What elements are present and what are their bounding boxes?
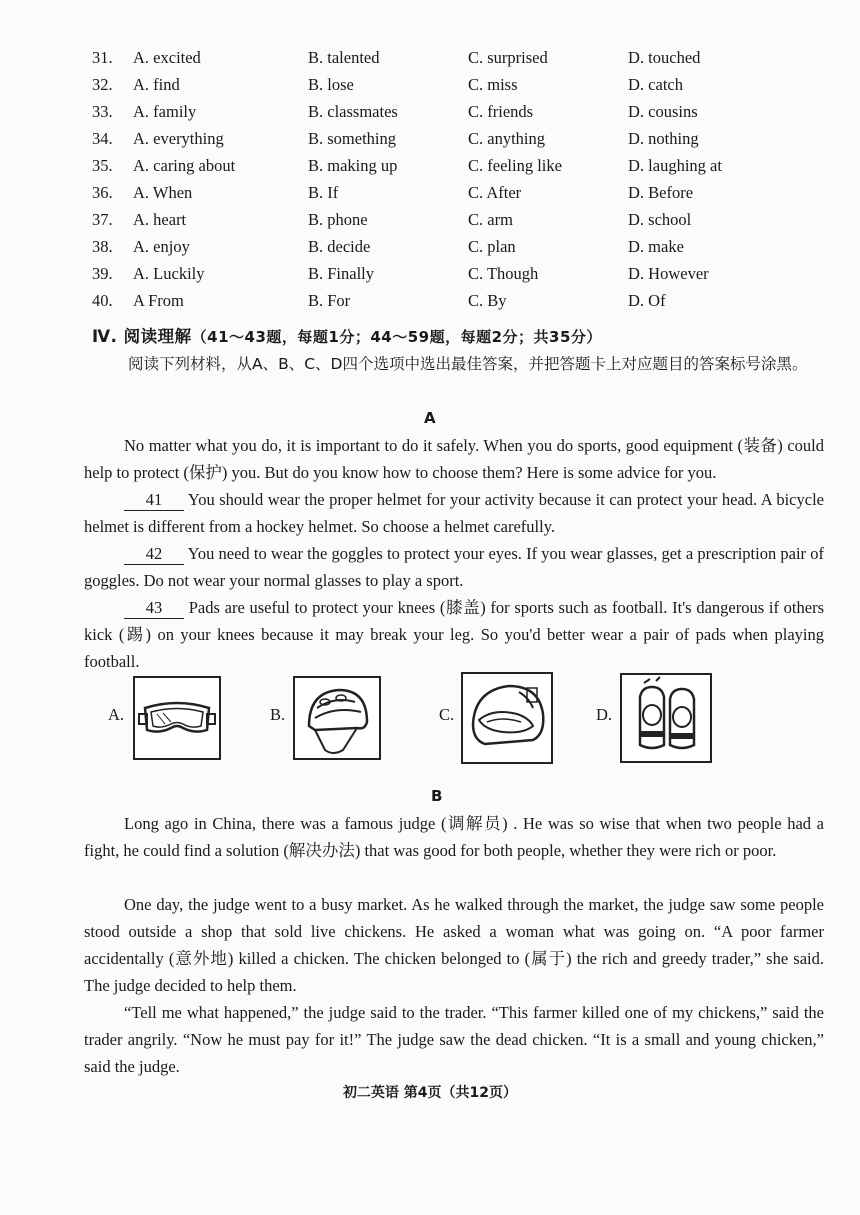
option-row (0, 102, 860, 129)
option-c: C. By (468, 291, 507, 310)
option-a: A. everything (133, 129, 224, 148)
option-a: A. excited (133, 48, 201, 67)
option-c: C. friends (468, 102, 534, 121)
hockey-helmet-icon[interactable] (461, 672, 553, 764)
option-b: B. phone (308, 210, 368, 229)
option-d: D. laughing at (628, 156, 722, 175)
option-row (0, 75, 860, 102)
option-d: D. touched (628, 48, 701, 67)
option-c: C. arm (468, 210, 513, 229)
passage-b-paragraph: One day, the judge went to a busy market. As he walked through the market, the judge saw some people stood outside a shop that sold live chickens. He asked a woman what was going on. “A poor farmer accidentally (意外地) killed a chicken. The chicken belonged to (属于) the rich and greedy trader,” she said. The judge decided to help them. (84, 895, 824, 995)
question-number: 32. (92, 75, 113, 94)
option-row (0, 156, 860, 183)
option-b: B. For (308, 291, 351, 310)
option-d: D. catch (628, 75, 683, 94)
option-a: A. family (133, 102, 197, 121)
passage-b-letter: B (431, 787, 443, 805)
knee-pads-icon[interactable] (620, 673, 712, 763)
option-b: B. classmates (308, 102, 398, 121)
question-number: 35. (92, 156, 113, 175)
passage-b-paragraph: Long ago in China, there was a famous judge (调解员) . He was so wise that when two people had a fight, he could find a solution (解决办法) that was good for both people, whether they were rich or poor. (84, 814, 824, 860)
question-number: 37. (92, 210, 113, 229)
option-row (0, 210, 860, 237)
question-number: 38. (92, 237, 113, 256)
question-number: 36. (92, 183, 113, 202)
option-row (0, 264, 860, 291)
option-d: D. Of (628, 291, 666, 310)
bicycle-helmet-icon[interactable] (293, 676, 381, 760)
option-b: B. lose (308, 75, 354, 94)
section-title: Ⅳ. 阅读理解 (92, 327, 192, 346)
answer-blank[interactable]: 43 (124, 598, 184, 619)
option-d: D. nothing (628, 129, 699, 148)
option-c: C. After (468, 183, 522, 202)
option-b: B. If (308, 183, 339, 202)
option-d: D. cousins (628, 102, 698, 121)
question-number: 34. (92, 129, 113, 148)
passage-a-item (84, 540, 824, 594)
option-row (0, 291, 860, 318)
option-d: D. make (628, 237, 684, 256)
picture-label: C. (439, 705, 455, 724)
option-c: C. anything (468, 129, 545, 148)
option-d: D. However (628, 264, 709, 283)
page-footer: 初二英语 第4页（共12页） (342, 1085, 518, 1101)
option-a: A. When (133, 183, 193, 202)
option-a: A From (133, 291, 184, 310)
picture-label: A. (108, 705, 125, 724)
option-b: B. something (308, 129, 397, 148)
option-b: B. Finally (308, 264, 375, 283)
answer-blank[interactable]: 42 (124, 544, 184, 565)
question-number: 40. (92, 291, 113, 310)
option-row (0, 237, 860, 264)
option-a: A. find (133, 75, 180, 94)
option-a: A. heart (133, 210, 187, 229)
option-c: C. surprised (468, 48, 548, 67)
passage-b-paragraph: “Tell me what happened,” the judge said to the trader. “This farmer killed one of my chickens,” said the trader angrily. “Now he must pay for it!” The judge saw the dead chicken. “It is a small and young chicken,” said the judge. (84, 1003, 824, 1076)
passage-a-item (84, 486, 824, 540)
option-row (0, 129, 860, 156)
question-number: 31. (92, 48, 113, 67)
option-a: A. Luckily (133, 264, 205, 283)
passage-a-letter: A (424, 409, 436, 427)
goggles-icon[interactable] (133, 676, 221, 760)
option-row (0, 48, 860, 75)
option-row (0, 183, 860, 210)
option-a: A. caring about (133, 156, 236, 175)
option-c: C. Though (468, 264, 539, 283)
option-b: B. making up (308, 156, 398, 175)
passage-a-item-text: Pads are useful to protect your knees (膝盖) for sports such as football. It's dangerous if others kick (踢) on your knees because it may break your leg. So you'd better wear a pair of pads when playing football. (84, 598, 824, 671)
question-number: 39. (92, 264, 113, 283)
option-d: D. Before (628, 183, 694, 202)
option-d: D. school (628, 210, 692, 229)
passage-a-intro: No matter what you do, it is important to do it safely. When you do sports, good equipment (装备) could help to protect (保护) you. But do you know how to choose them? Here is some advice for you. (84, 436, 824, 482)
option-c: C. feeling like (468, 156, 562, 175)
section-heading (92, 323, 602, 347)
question-number: 33. (92, 102, 113, 121)
picture-label: D. (596, 705, 613, 724)
passage-a-item (84, 594, 824, 675)
section-instructions: 阅读下列材料，从A、B、C、D四个选项中选出最佳答案，并把答题卡上对应题目的答案标号涂黑。 (128, 355, 808, 373)
option-b: B. decide (308, 237, 371, 256)
picture-label: B. (270, 705, 286, 724)
answer-blank[interactable]: 41 (124, 490, 184, 511)
section-score: （41～43题，每题1分；44～59题，每题2分；共35分） (191, 328, 602, 346)
option-c: C. miss (468, 75, 518, 94)
passage-a-item-text: You should wear the proper helmet for your activity because it can protect your head. A bicycle helmet is different from a hockey helmet. So choose a helmet carefully. (84, 490, 824, 536)
passage-a-item-text: You need to wear the goggles to protect your eyes. If you wear glasses, get a prescription pair of goggles. Do not wear your normal glasses to play a sport. (84, 544, 824, 590)
option-b: B. talented (308, 48, 380, 67)
option-c: C. plan (468, 237, 516, 256)
option-a: A. enjoy (133, 237, 190, 256)
